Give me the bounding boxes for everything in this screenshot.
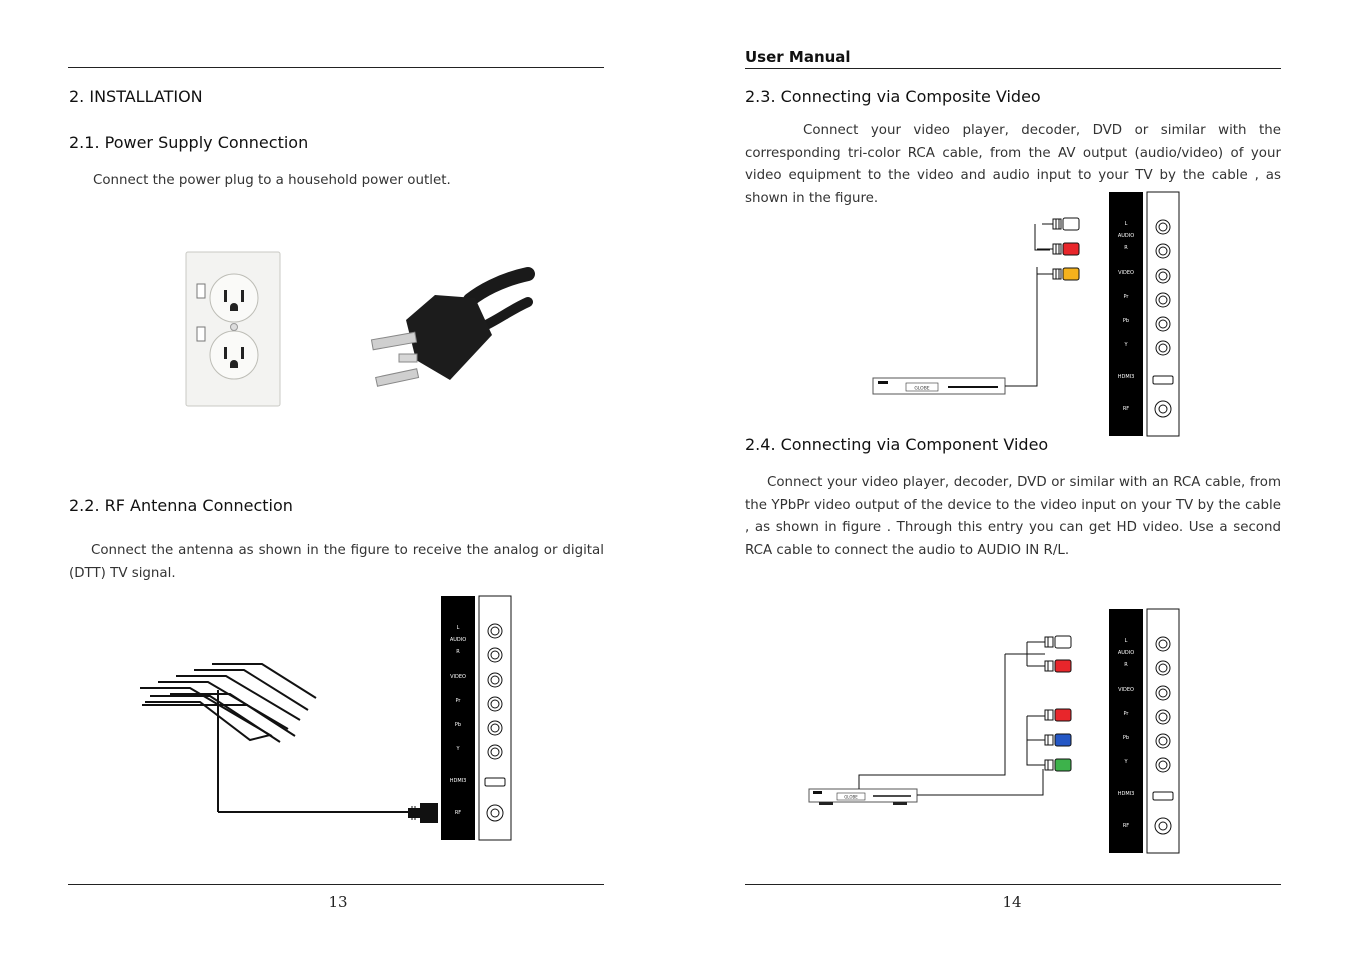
power-supply-text: Connect the power plug to a household power outlet. [93, 173, 451, 188]
component-video-text: Connect your video player, decoder, DVD or similar with an RCA cable, from the YPbPr video output of the device to the video input on your TV by the cable , as shown in figure . Through this entry you can get HD video. Use a second RCA cable to connect the audio to AUDIO IN R/L. [745, 475, 1281, 559]
tv-input-panel [441, 596, 511, 840]
section-title: 2. INSTALLATION [69, 87, 203, 106]
panel-label-rf: RF [454, 810, 462, 816]
power-supply-heading: 2.1. Power Supply Connection [69, 133, 309, 152]
wall-outlet-icon [186, 252, 280, 406]
rca-red-plug [1053, 243, 1079, 255]
component-video-heading: 2.4. Connecting via Component Video [745, 435, 1049, 454]
rca-green-y-plug [1045, 759, 1071, 771]
bottom-rule [68, 884, 604, 885]
top-rule [68, 67, 604, 68]
rca-white-plug [1053, 218, 1079, 230]
panel-label-rf: RF [1122, 823, 1130, 829]
rca-white-plug [1045, 636, 1071, 648]
panel-label-hdmi: HDMI3 [449, 778, 467, 784]
panel-label-r: R [456, 649, 460, 655]
panel-label-pr: Pr [1123, 711, 1129, 717]
rf-antenna-figure [130, 590, 520, 850]
panel-label-pr: Pr [1123, 294, 1129, 300]
device-brand-label: GLOBE [844, 794, 858, 800]
panel-label-video: VIDEO [1118, 687, 1134, 693]
antenna-icon [140, 664, 408, 812]
panel-label-l: L [456, 625, 460, 631]
tv-input-panel [1109, 192, 1179, 436]
running-header: User Manual [745, 48, 851, 66]
panel-label-hdmi: HDMI3 [1117, 374, 1135, 380]
panel-label-r: R [1124, 662, 1128, 668]
rca-red-audio-plug [1045, 660, 1071, 672]
panel-label-video: VIDEO [1118, 270, 1134, 276]
device-brand-label: GLOBE [914, 386, 930, 392]
panel-label-pb: Pb [1122, 318, 1130, 324]
bottom-rule [745, 884, 1281, 885]
panel-label-y: Y [1124, 342, 1128, 348]
panel-label-r: R [1124, 245, 1128, 251]
rca-yellow-plug [1053, 268, 1079, 280]
panel-label-audio: AUDIO [1117, 650, 1135, 656]
rf-antenna-heading: 2.2. RF Antenna Connection [69, 496, 293, 515]
page-number: 14 [1002, 893, 1022, 911]
rca-red-pr-plug [1045, 709, 1071, 721]
panel-label-l: L [1124, 638, 1128, 644]
composite-video-heading: 2.3. Connecting via Composite Video [745, 87, 1041, 106]
panel-label-pr: Pr [455, 698, 461, 704]
page-number: 13 [328, 893, 348, 911]
panel-label-y: Y [1124, 759, 1128, 765]
composite-video-text: Connect your video player, decoder, DVD or similar with the corresponding tri-color RCA cable, from the AV output (audio/video) of your video equipment to the video and audio input to your TV by the cable , as shown in the figure. [745, 123, 1281, 207]
panel-label-pb: Pb [454, 722, 462, 728]
dvd-player-icon [873, 378, 1005, 394]
panel-label-pb: Pb [1122, 735, 1130, 741]
panel-label-y: Y [456, 746, 460, 752]
tv-input-panel [1109, 609, 1179, 853]
component-cables [859, 642, 1045, 795]
rf-connector-icon [408, 803, 438, 823]
power-outlet-figure [180, 240, 540, 415]
panel-label-video: VIDEO [450, 674, 466, 680]
right-page [675, 0, 1350, 954]
panel-label-audio: AUDIO [1117, 233, 1135, 239]
component-video-figure [805, 605, 1190, 857]
rca-blue-pb-plug [1045, 734, 1071, 746]
panel-label-l: L [1124, 221, 1128, 227]
rf-antenna-text: Connect the antenna as shown in the figure to receive the analog or digital (DTT) TV signal. [69, 543, 604, 581]
panel-label-hdmi: HDMI3 [1117, 791, 1135, 797]
top-rule [745, 68, 1281, 69]
dvd-player-icon [809, 789, 917, 805]
composite-video-figure [870, 190, 1190, 440]
panel-label-audio: AUDIO [449, 637, 467, 643]
composite-cables [1005, 224, 1053, 386]
power-plug-icon [371, 274, 528, 386]
panel-label-rf: RF [1122, 406, 1130, 412]
